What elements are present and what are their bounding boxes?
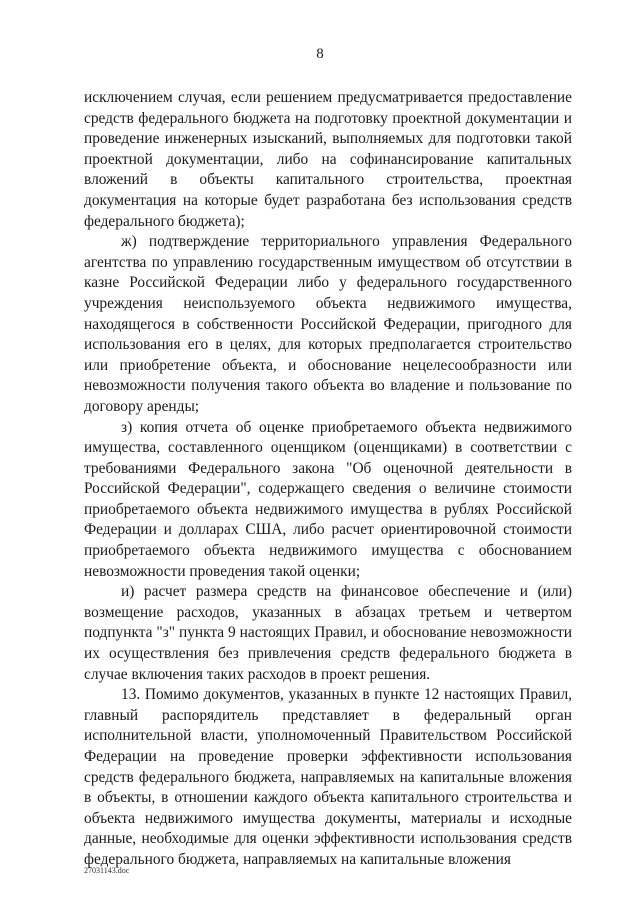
paragraph-item-zh: ж) подтверждение территориального управления Федерального агентства по управлению государственным имуществом об отсутствии в казне Российской Федерации либо у федерального государственного учреждения неиспользуемого объекта недвижимого имущества, находящегося в собственности Российской Федерации, пригодного для использования его в целях, для которых предполагается строительство или приобретение объекта, и обоснование нецелесообразности или невозможности получения такого объекта во владение и пользование по договору аренды; [84,233,572,415]
paragraph-section-13: 13. Помимо документов, указанных в пункте 12 настоящих Правил, главный распорядитель представляет в федеральный орган исполнительной власти, уполномоченный Правительством Российской Федерации на проведение проверки эффективности использования средств федерального бюджета, направляемых на капитальные вложения в объекты, в отношении каждого объекта капитального строительства и объекта недвижимого имущества документы, материалы и исходные данные, необходимые для оценки эффективности использования средств федерального бюджета, направляемых на капитальные вложения [84,686,572,868]
footer-filename: 27031143.doc [84,866,130,875]
paragraph-item-z: з) копия отчета об оценке приобретаемого объекта недвижимого имущества, составленного оценщиком (оценщиками) в соответствии с требованиями Федерального закона "Об оценочной деятельности в Российской Федерации", содержащего сведения о величине стоимости приобретаемого объекта недвижимого имущества в рублях Российской Федерации и долларах США, либо расчет ориентировочной стоимости приобретаемого объекта недвижимого имущества с обоснованием невозможности проведения такой оценки; [84,418,572,580]
paragraph-continuation: исключением случая, если решением предусматривается предоставление средств федерального бюджета на подготовку проектной документации и проведение инженерных изысканий, выполняемых для подготовки такой проектной документации, либо на софинансирование капитальных вложений в объекты капитального строительства, проектная документация на которые будет разработана без использования средств федерального бюджета); [84,89,572,230]
page-number: 8 [316,46,324,62]
paragraph-item-i: и) расчет размера средств на финансовое обеспечение и (или) возмещение расходов, указанных в абзацах третьем и четвертом подпункта "з" пункта 9 настоящих Правил, и обоснование невозможности их осуществления без привлечения средств федерального бюджета в случае включения таких расходов в проект решения. [84,583,572,683]
document-body [84,88,572,871]
